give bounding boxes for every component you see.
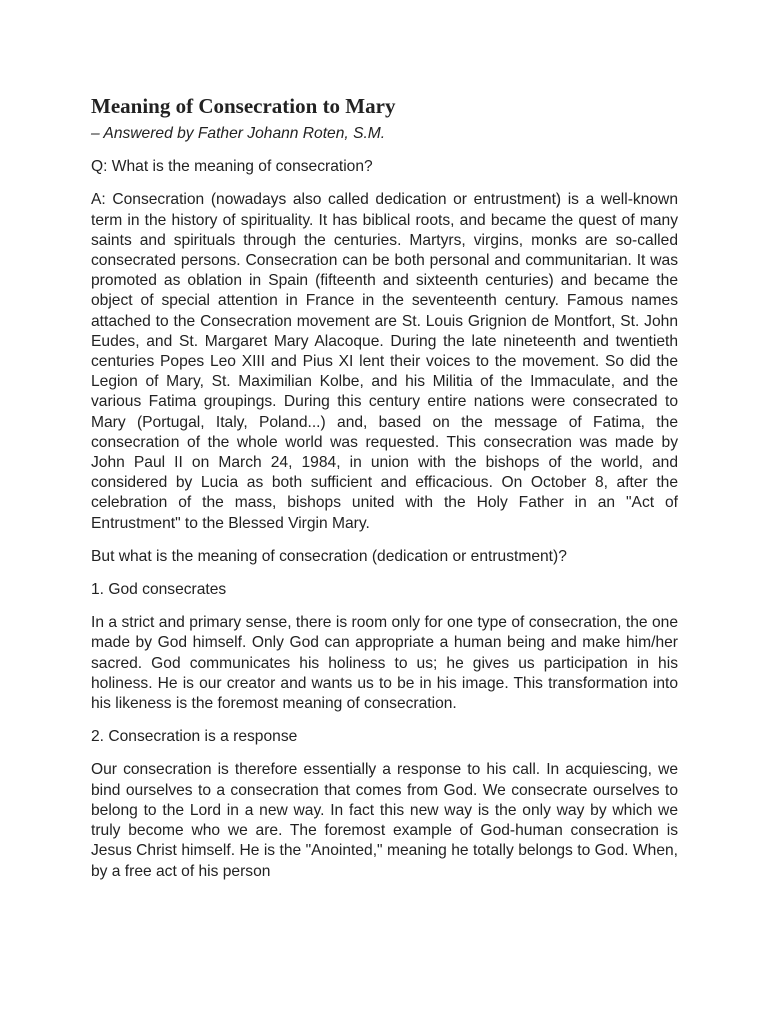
section-1-heading: 1. God consecrates [91, 581, 227, 599]
question-paragraph: Q: What is the meaning of consecration? [91, 158, 373, 176]
section-2-body: Our consecration is therefore essentially a response to his call. In acquiescing, we bind ourselves to a consecration that comes from God. We consecrate ourselves to belong to the Lord in a new way. In fact this new way is the only way by which we truly become who we are. The foremost example of God-human consecration is Jesus Christ himself. He is the "Anointed," meaning he totally belongs to God. When, by a free act of his person [91, 761, 678, 880]
followup-question-paragraph: But what is the meaning of consecration (dedication or entrustment)? [91, 547, 567, 565]
document-title: Meaning of Consecration to Mary [91, 94, 396, 118]
answer-paragraph: A: Consecration (nowadays also called dedication or entrustment) is a well-known term in the history of spirituality. It has biblical roots, and became the quest of many saints and spirituals through the centuries. Martyrs, virgins, monks are so-called consecrated persons. Consecration can be both personal and communitarian. It was promoted as oblation in Spain (fifteenth and sixteenth centuries) and became the object of special attention in France in the seventeenth century. Famous names attached to the Consecration movement are St. Louis Grignion de Montfort, St. John Eudes, and St. Margaret Mary Alacoque. During the late nineteenth and twentieth centuries Popes Leo XIII and Pius XI lent their voices to the movement. So did the Legion of Mary, St. Maximilian Kolbe, and his Militia of the Immaculate, and the various Fatima groupings. During this century entire nations were consecrated to Mary (Portugal, Italy, Poland...) and, based on the message of Fatima, the consecration of the whole world was requested. This consecration was made by John Paul II on March 24, 1984, in union with the bishops of the world, and considered by Lucia as both sufficient and efficacious. On October 8, after the celebration of the mass, bishops united with the Holy Father in an "Act of Entrustment" to the Blessed Virgin Mary. [91, 191, 678, 532]
document-page [91, 92, 678, 895]
section-2-heading: 2. Consecration is a response [91, 728, 298, 746]
author-byline: – Answered by Father Johann Roten, S.M. [91, 125, 386, 142]
section-1-body: In a strict and primary sense, there is room only for one type of consecration, the one made by God himself. Only God can appropriate a human being and make him/her sacred. God communicates his holiness to us; he gives us participation in his holiness. He is our creator and wants us to be in his image. This transformation into his likeness is the foremost meaning of consecration. [91, 614, 678, 713]
